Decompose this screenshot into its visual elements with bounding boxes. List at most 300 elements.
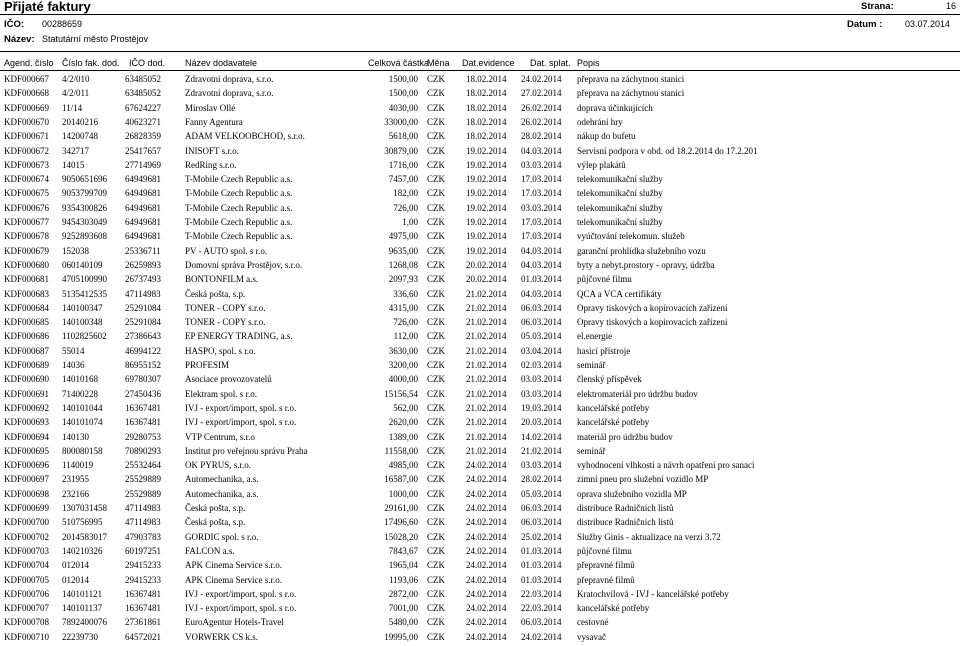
cell-due-date: 17.03.2014 [521,217,562,227]
cell-evidence-date: 24.02.2014 [466,617,507,628]
cell-currency: CZK [427,245,445,256]
cell-agenda-number: KDF000707 [4,603,50,614]
cell-evidence-date: 19.02.2014 [466,245,507,256]
date-value: 03.07.2014 [905,19,951,29]
cell-evidence-date: 24.02.2014 [466,460,507,471]
cell-amount: 33000,00 [384,116,418,127]
cell-invoice-number: 9354300826 [62,202,107,213]
table-row [0,244,960,258]
cell-supplier-name: TONER - COPY s.r.o. [185,302,266,313]
cell-currency: CZK [427,617,445,628]
cell-amount: 2620,00 [388,417,418,428]
cell-agenda-number: KDF000683 [4,288,50,299]
cell-invoice-number: 14200748 [62,131,98,142]
cell-supplier-name: APK Cinema Service s.r.o. [185,574,282,585]
cell-evidence-date: 19.02.2014 [466,174,507,185]
cell-currency: CZK [427,603,445,614]
cell-supplier-ico: 29280753 [125,431,161,442]
cell-supplier-ico: 64949681 [125,217,161,227]
cell-invoice-number: 140101137 [62,603,103,614]
cell-evidence-date: 18.02.2014 [466,116,507,127]
cell-supplier-name: Domovní správa Prostějov, s.r.o. [185,259,303,270]
cell-supplier-name: VORWERK CS k.s. [185,631,259,642]
cell-invoice-number: 800080158 [62,445,103,456]
cell-due-date: 20.03.2014 [521,417,562,428]
cell-amount: 4315,00 [388,302,418,313]
cell-supplier-ico: 70890293 [125,445,161,456]
cell-due-date: 03.03.2014 [521,202,562,213]
name-label: Název: [4,34,35,45]
name-value: Statutární město Prostějov [42,34,149,44]
cell-due-date: 06.03.2014 [521,617,562,628]
cell-currency: CZK [427,374,445,385]
table-row [0,601,960,615]
cell-due-date: 03.03.2014 [521,460,562,471]
cell-evidence-date: 18.02.2014 [466,102,507,113]
cell-supplier-name: FALCON a.s. [185,545,235,556]
cell-due-date: 04.03.2014 [521,145,562,156]
cell-invoice-number: 231955 [62,474,89,485]
cell-supplier-name: T-Mobile Czech Republic a.s. [185,174,293,185]
cell-supplier-name: T-Mobile Czech Republic a.s. [185,202,293,213]
cell-invoice-number: 11/14 [62,102,83,113]
cell-currency: CZK [427,445,445,456]
cell-amount: 4030,00 [388,102,418,113]
table-row [0,287,960,301]
cell-currency: CZK [427,217,445,227]
cell-description: Opravy tiskových a kopírovacích zařízení [577,317,728,328]
cell-supplier-ico: 64949681 [125,202,161,213]
cell-agenda-number: KDF000692 [4,402,50,413]
cell-description: byty a nebyt.prostory - opravy, údržba [577,259,715,270]
cell-supplier-name: Česká pošta, s.p. [185,517,246,528]
cell-due-date: 03.03.2014 [521,374,562,385]
cell-agenda-number: KDF000679 [4,245,50,256]
cell-due-date: 17.03.2014 [521,174,562,185]
cell-supplier-name: ADAM VELKOOBCHOD, s.r.o. [185,131,305,142]
cell-description: půjčovné filmu [577,545,632,556]
cell-due-date: 21.02.2014 [521,445,562,456]
cell-description: vyúčtování telekomun. služeb [577,231,685,242]
cell-amount: 1500,00 [388,88,418,99]
cell-evidence-date: 18.02.2014 [466,88,507,99]
date-label: Datum : [847,19,883,30]
cell-currency: CZK [427,460,445,471]
cell-supplier-ico: 16367481 [125,603,161,614]
cell-currency: CZK [427,88,445,99]
cell-supplier-ico: 29415233 [125,574,161,585]
cell-supplier-name: RedRing s.r.o. [185,159,237,170]
cell-description: nákup do bufetu [577,131,636,142]
cell-invoice-number: 232166 [62,488,89,499]
cell-evidence-date: 19.02.2014 [466,188,507,199]
cell-amount: 7001,00 [388,603,418,614]
cell-due-date: 06.03.2014 [521,517,562,528]
cell-evidence-date: 20.02.2014 [466,259,507,270]
cell-invoice-number: 140101121 [62,588,103,599]
cell-description: QCA a VCA certifikáty [577,288,662,299]
cell-agenda-number: KDF000700 [4,517,50,528]
cell-supplier-ico: 67624227 [125,102,161,113]
cell-agenda-number: KDF000671 [4,131,50,142]
cell-supplier-ico: 27386643 [125,331,161,342]
cell-evidence-date: 21.02.2014 [466,431,507,442]
cell-evidence-date: 24.02.2014 [466,488,507,499]
cell-currency: CZK [427,574,445,585]
cell-amount: 29161,00 [384,503,418,513]
cell-evidence-date: 21.02.2014 [466,317,507,328]
cell-currency: CZK [427,503,445,513]
cell-due-date: 04.03.2014 [521,245,562,256]
cell-supplier-ico: 25336711 [125,245,161,256]
cell-currency: CZK [427,159,445,170]
cell-invoice-number: 1140019 [62,460,94,471]
cell-agenda-number: KDF000686 [4,331,50,342]
col-header-supplier-name: Název dodavatele [185,58,258,68]
cell-due-date: 17.03.2014 [521,188,562,199]
table-row [0,444,960,458]
cell-description: telekomunikační služby [577,202,663,213]
cell-evidence-date: 21.02.2014 [466,288,507,299]
table-row [0,487,960,501]
cell-description: Služby Ginis - aktualizace na verzi 3.72 [577,531,721,542]
table-row [0,544,960,558]
cell-description: hasicí přístroje [577,345,631,356]
cell-supplier-ico: 63485052 [125,88,161,99]
cell-description: členský příspěvek [577,374,642,385]
cell-amount: 4975,00 [388,231,418,242]
cell-invoice-number: 140100348 [62,317,103,328]
cell-currency: CZK [427,288,445,299]
table-row [0,501,960,515]
cell-description: kancelářské potřeby [577,417,650,428]
cell-amount: 726,00 [393,317,418,328]
table-row [0,344,960,358]
cell-supplier-name: BONTONFILM a.s. [185,274,259,285]
col-header-amount: Celková částka [368,58,430,68]
cell-evidence-date: 19.02.2014 [466,159,507,170]
cell-supplier-name: TONER - COPY s.r.o. [185,317,266,328]
table-row [0,430,960,444]
cell-supplier-name: Česká pošta, s.p. [185,503,246,513]
cell-description: kancelářské potřeby [577,603,650,614]
cell-currency: CZK [427,302,445,313]
cell-supplier-name: PV - AUTO spol. s r.o. [185,245,268,256]
cell-agenda-number: KDF000685 [4,317,50,328]
cell-supplier-ico: 69780307 [125,374,161,385]
cell-description: Kratochvílová - IVJ - kancelářské potřeby [577,588,729,599]
table-row [0,129,960,143]
cell-supplier-ico: 27714969 [125,159,161,170]
table-row [0,358,960,372]
table-row [0,472,960,486]
cell-amount: 726,00 [393,202,418,213]
table-row [0,329,960,343]
table-row [0,86,960,100]
cell-invoice-number: 012014 [62,574,89,585]
header-rule-bottom [0,70,960,71]
table-row [0,72,960,86]
cell-agenda-number: KDF000678 [4,231,50,242]
cell-currency: CZK [427,388,445,399]
cell-supplier-ico: 47114983 [125,503,161,513]
cell-invoice-number: 140101044 [62,402,103,413]
col-header-currency: Měna [427,58,450,68]
cell-amount: 7843,67 [388,545,418,556]
cell-supplier-ico: 26828359 [125,131,161,142]
cell-agenda-number: KDF000705 [4,574,50,585]
cell-supplier-ico: 64949681 [125,174,161,185]
table-row [0,415,960,429]
table-row [0,315,960,329]
cell-supplier-ico: 64949681 [125,231,161,242]
cell-invoice-number: 14015 [62,159,85,170]
cell-invoice-number: 152038 [62,245,89,256]
cell-amount: 5618,00 [388,131,418,142]
cell-currency: CZK [427,202,445,213]
cell-invoice-number: 140100347 [62,302,103,313]
cell-description: telekomunikační služby [577,174,663,185]
cell-agenda-number: KDF000698 [4,488,50,499]
cell-amount: 9635,00 [388,245,418,256]
cell-invoice-number: 4/2/011 [62,88,90,99]
cell-amount: 3630,00 [388,345,418,356]
cell-supplier-ico: 25417657 [125,145,161,156]
cell-agenda-number: KDF000694 [4,431,50,442]
ico-value: 00288659 [42,19,83,29]
cell-due-date: 26.02.2014 [521,102,562,113]
table-row [0,530,960,544]
cell-supplier-ico: 47903783 [125,531,161,542]
cell-supplier-ico: 26259893 [125,259,161,270]
cell-supplier-name: Institut pro veřejnou správu Praha [185,445,308,456]
table-row [0,158,960,172]
cell-currency: CZK [427,259,445,270]
cell-currency: CZK [427,231,445,242]
cell-invoice-number: 14010168 [62,374,98,385]
cell-invoice-number: 14036 [62,360,85,370]
cell-supplier-name: Automechanika, a.s. [185,474,259,485]
cell-agenda-number: KDF000691 [4,388,50,399]
table-row [0,258,960,272]
cell-supplier-ico: 40623271 [125,116,161,127]
table-row [0,630,960,644]
cell-description: cestovné [577,617,609,628]
cell-supplier-ico: 64949681 [125,188,161,199]
cell-amount: 2872,00 [388,588,418,599]
table-header [0,56,960,70]
cell-supplier-name: EP ENERGY TRADING, a.s. [185,331,293,342]
cell-agenda-number: KDF000668 [4,88,50,99]
cell-invoice-number: 9252893608 [62,231,107,242]
cell-due-date: 01.03.2014 [521,545,562,556]
cell-supplier-name: IVJ - export/import, spol. s r.o. [185,402,297,413]
cell-due-date: 26.02.2014 [521,116,562,127]
cell-invoice-number: 9050651696 [62,174,107,185]
table-row [0,573,960,587]
cell-description: distribuce Radničních listů [577,517,674,528]
cell-evidence-date: 24.02.2014 [466,574,507,585]
cell-currency: CZK [427,174,445,185]
col-header-invoice-no: Číslo fak. dod. [62,58,120,68]
cell-amount: 1000,00 [388,488,418,499]
cell-evidence-date: 24.02.2014 [466,603,507,614]
cell-due-date: 22.03.2014 [521,603,562,614]
cell-description: telekomunikační služby [577,188,663,199]
cell-due-date: 01.03.2014 [521,574,562,585]
col-header-evidence-date: Dat.evidence [462,58,515,68]
cell-supplier-ico: 64572021 [125,631,161,642]
cell-supplier-name: T-Mobile Czech Republic a.s. [185,188,293,199]
cell-description: telekomunikační služby [577,217,663,227]
cell-evidence-date: 21.02.2014 [466,331,507,342]
cell-currency: CZK [427,488,445,499]
cell-supplier-name: EuroAgentur Hotels-Travel [185,617,284,628]
cell-invoice-number: 9053799709 [62,188,107,199]
table-row [0,186,960,200]
table-row [0,101,960,115]
cell-supplier-name: PROFESIM [185,360,230,370]
table-row [0,458,960,472]
cell-amount: 1500,00 [388,74,418,84]
cell-amount: 15028,20 [384,531,418,542]
table-row [0,615,960,629]
cell-supplier-name: INISOFT s.r.o. [185,145,239,156]
ico-label: IČO: [4,19,25,30]
cell-supplier-ico: 16367481 [125,588,161,599]
cell-supplier-ico: 47114983 [125,517,161,528]
cell-currency: CZK [427,345,445,356]
cell-agenda-number: KDF000689 [4,360,50,370]
cell-supplier-ico: 25529889 [125,474,161,485]
cell-description: přeprava na záchytnou stanici [577,74,685,84]
cell-currency: CZK [427,188,445,199]
cell-amount: 1716,00 [388,159,418,170]
cell-agenda-number: KDF000673 [4,159,50,170]
cell-due-date: 14.02.2014 [521,431,562,442]
cell-agenda-number: KDF000677 [4,217,50,227]
cell-evidence-date: 19.02.2014 [466,145,507,156]
cell-amount: 15156,54 [384,388,418,399]
cell-evidence-date: 21.02.2014 [466,360,507,370]
table-row [0,401,960,415]
page-title: Přijaté faktury [4,0,91,14]
cell-description: zimní pneu pro služební vozidlo MP [577,474,709,485]
table-row [0,144,960,158]
table-row [0,587,960,601]
title-rule [0,14,960,15]
cell-description: doprava účinkujících [577,102,653,113]
cell-agenda-number: KDF000693 [4,417,50,428]
cell-evidence-date: 24.02.2014 [466,503,507,513]
cell-due-date: 28.02.2014 [521,131,562,142]
table-row [0,215,960,229]
cell-supplier-ico: 29415233 [125,560,161,571]
cell-evidence-date: 24.02.2014 [466,560,507,571]
cell-agenda-number: KDF000670 [4,116,50,127]
cell-evidence-date: 21.02.2014 [466,345,507,356]
cell-supplier-ico: 27361861 [125,617,161,628]
cell-currency: CZK [427,560,445,571]
cell-description: Opravy tiskových a kopírovacích zařízení [577,302,728,313]
cell-amount: 3200,00 [388,360,418,370]
cell-invoice-number: 7892400076 [62,617,107,628]
cell-agenda-number: KDF000680 [4,259,50,270]
cell-supplier-name: OK PYRUS, s.r.o. [185,460,252,471]
cell-agenda-number: KDF000708 [4,617,50,628]
cell-agenda-number: KDF000687 [4,345,50,356]
cell-supplier-ico: 27450436 [125,388,161,399]
cell-due-date: 04.03.2014 [521,259,562,270]
cell-description: odehrání hry [577,116,623,127]
cell-agenda-number: KDF000676 [4,202,50,213]
cell-agenda-number: KDF000702 [4,531,50,542]
cell-amount: 30879,00 [384,145,418,156]
cell-currency: CZK [427,74,445,84]
cell-due-date: 06.03.2014 [521,302,562,313]
cell-currency: CZK [427,274,445,285]
cell-description: vysavač [577,631,606,642]
cell-currency: CZK [427,102,445,113]
cell-supplier-ico: 25532464 [125,460,161,471]
cell-amount: 182,00 [393,188,418,199]
cell-supplier-name: Fanny Agentura [185,116,243,127]
cell-due-date: 03.03.2014 [521,388,562,399]
cell-evidence-date: 19.02.2014 [466,217,507,227]
cell-currency: CZK [427,331,445,342]
cell-supplier-ico: 16367481 [125,402,161,413]
cell-amount: 1193,06 [389,574,418,585]
cell-invoice-number: 342717 [62,145,89,156]
cell-agenda-number: KDF000706 [4,588,50,599]
table-row [0,515,960,529]
cell-invoice-number: 4705100990 [62,274,107,285]
cell-due-date: 17.03.2014 [521,231,562,242]
cell-description: půjčovné filmu [577,274,632,285]
cell-evidence-date: 21.02.2014 [466,374,507,385]
cell-currency: CZK [427,517,445,528]
cell-description: materiál pro údržbu budov [577,431,673,442]
cell-amount: 1389,00 [388,431,418,442]
cell-amount: 5480,00 [388,617,418,628]
cell-agenda-number: KDF000695 [4,445,50,456]
cell-description: kancelářské potřeby [577,402,650,413]
cell-description: oprava služebního vozidla MP [577,488,687,499]
cell-amount: 19995,00 [384,631,418,642]
cell-currency: CZK [427,402,445,413]
cell-agenda-number: KDF000672 [4,145,50,156]
cell-due-date: 05.03.2014 [521,488,562,499]
cell-amount: 112,00 [393,331,418,342]
cell-description: vyhodnocení vlhkosti a návrh opatření pro sanaci [577,460,755,471]
table-row [0,229,960,243]
table-row [0,201,960,215]
cell-description: Servisní podpora v obd. od 18.2.2014 do 17.2.201 [577,145,758,156]
cell-amount: 11558,00 [384,445,418,456]
col-header-due-date: Dat. splat. [530,58,571,68]
cell-supplier-ico: 25291084 [125,302,161,313]
cell-supplier-name: IVJ - export/import, spol. s r.o. [185,603,297,614]
cell-evidence-date: 19.02.2014 [466,202,507,213]
cell-description: seminář [577,445,606,456]
cell-supplier-name: APK Cinema Service s.r.o. [185,560,282,571]
cell-invoice-number: 140101074 [62,417,103,428]
cell-due-date: 06.03.2014 [521,503,562,513]
cell-supplier-name: Zdravotní doprava, s.r.o. [185,88,274,99]
cell-amount: 562,00 [393,402,418,413]
cell-evidence-date: 19.02.2014 [466,231,507,242]
cell-supplier-ico: 25529889 [125,488,161,499]
